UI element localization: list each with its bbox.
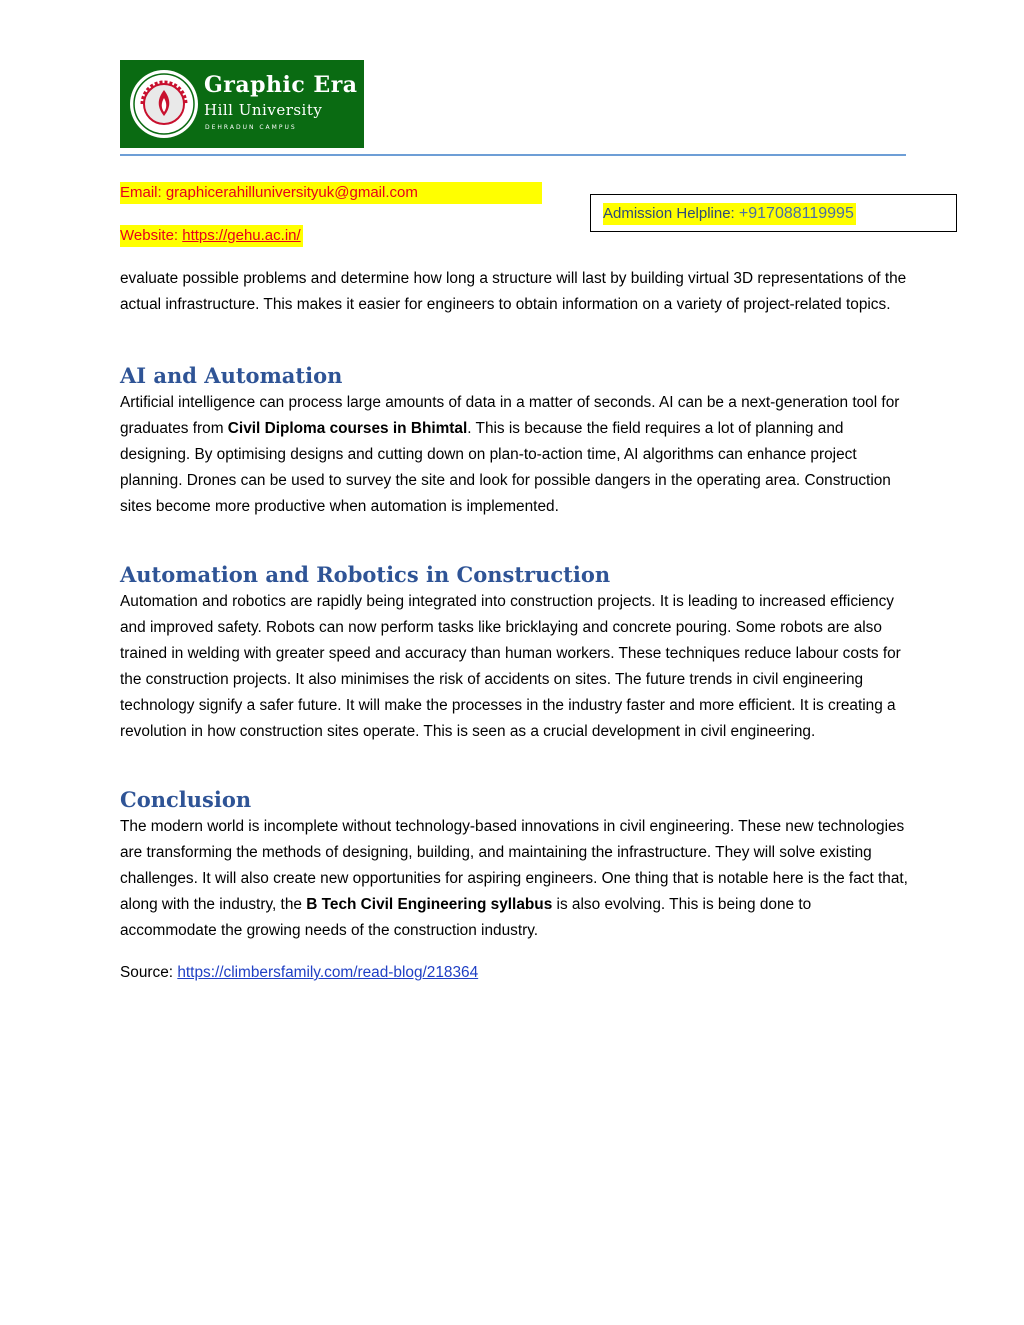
university-logo: [120, 60, 364, 148]
source-link[interactable]: https://climbersfamily.com/read-blog/218364: [177, 964, 479, 981]
source-line: [120, 960, 910, 986]
paragraph-conclusion: [120, 814, 910, 944]
paragraph-text: is also evolving. This is being done to accommodate the growing needs of the construction industry.: [120, 896, 812, 939]
bold-btech-syllabus: B Tech Civil Engineering syllabus: [306, 896, 553, 913]
helpline-text: [603, 203, 856, 225]
helpline-label: Admission Helpline:: [603, 205, 739, 222]
source-label: Source:: [120, 964, 178, 981]
logo-line-3: DEHRADUN CAMPUS: [205, 124, 297, 131]
admission-helpline-box: [590, 194, 957, 232]
header-divider: [120, 154, 906, 156]
website-contact: [120, 225, 303, 247]
intro-paragraph: evaluate possible problems and determine how long a structure will last by building virtual 3D representations of the actual infrastructure. This makes it easier for engineers to obtain information on a variety of project-related topics.: [120, 270, 907, 313]
email-contact: Email: graphicerahilluniversityuk@gmail.com: [120, 182, 542, 204]
paragraph-ai-automation: [120, 390, 910, 520]
university-emblem-icon: [128, 68, 200, 140]
heading-conclusion: Conclusion: [120, 787, 252, 812]
website-link[interactable]: https://gehu.ac.in/: [182, 227, 301, 244]
helpline-number[interactable]: +917088119995: [738, 205, 854, 222]
paragraph-text: The modern world is incomplete without technology-based innovations in civil engineering. These new technologies are transforming the methods of designing, building, and maintaining the infrastructure. They will solve existing challenges. It will also create new opportunities for aspiring engineers. One thing that is notable here is the fact that, along with the industry, the: [120, 818, 908, 913]
paragraph-text: . This is because the field requires a lot of planning and designing. By optimising designs and cutting down on plan-to-action time, AI algorithms can enhance project planning. Drones can be used to survey the site and look for possible dangers in the operating area. Construction sites become more productive when automation is implemented.: [120, 420, 891, 515]
website-label: Website:: [120, 227, 183, 244]
heading-ai-automation: AI and Automation: [120, 363, 343, 388]
logo-line-1: Graphic Era: [204, 72, 358, 98]
paragraph-automation-robotics: Automation and robotics are rapidly being integrated into construction projects. It is leading to increased efficiency and improved safety. Robots can now perform tasks like bricklaying and concrete pouring. Some robots are also trained in welding with greater speed and accuracy than human workers. These techniques reduce labour costs for the construction projects. It also minimises the risk of accidents on sites. The future trends in civil engineering technology signify a safer future. It will make the processes in the industry faster and more efficient. It is creating a revolution in how construction sites operate. This is seen as a crucial development in civil engineering.: [120, 593, 901, 740]
paragraph-text: Artificial intelligence can process large amounts of data in a matter of seconds. AI can be a next-generation tool for graduates from: [120, 394, 900, 437]
logo-line-2: Hill University: [204, 101, 323, 119]
article-body: [120, 266, 910, 986]
bold-link-civil-diploma: Civil Diploma courses in Bhimtal: [227, 420, 468, 437]
heading-automation-robotics: Automation and Robotics in Construction: [120, 562, 611, 587]
